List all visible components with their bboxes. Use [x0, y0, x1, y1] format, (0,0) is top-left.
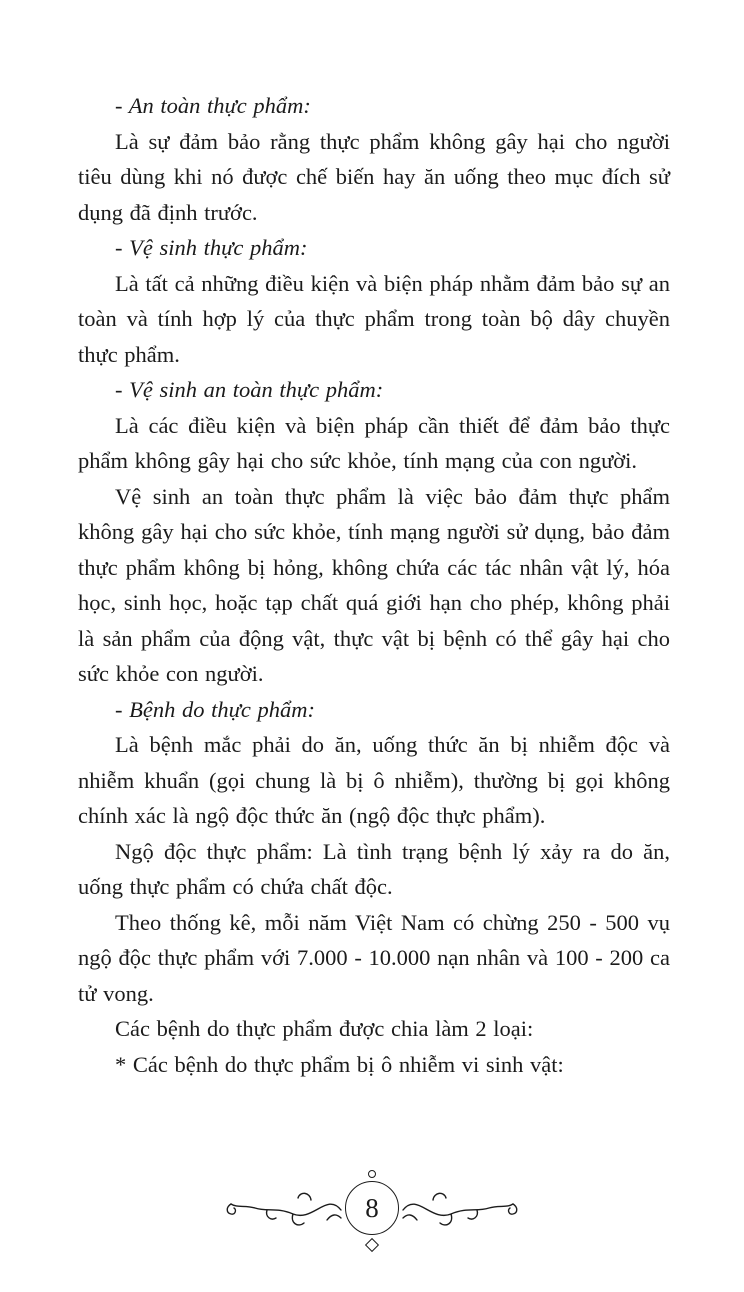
- section-heading: - Bệnh do thực phẩm:: [115, 696, 315, 722]
- page-number: 8: [365, 1192, 379, 1223]
- paragraph: Là tất cả những điều kiện và biện pháp nhằm đảm bảo sự an toàn và tính hợp lý của thực phẩm trong toàn bộ dây chuyền thực phẩm.: [78, 270, 670, 367]
- page-content: [78, 88, 670, 1082]
- paragraph: Vệ sinh an toàn thực phẩm là việc bảo đảm thực phẩm không gây hại cho sức khỏe, tính mạng người sử dụng, bảo đảm thực phẩm không bị hỏng, không chứa các tác nhân vật lý, hóa học, sinh học, hoặc tạp chất quá giới hạn cho phép, không phải là sản phẩm của động vật, thực vật bị bệnh có thể gây hại cho sức khỏe con người.: [78, 483, 670, 686]
- section-heading: - An toàn thực phẩm:: [115, 93, 311, 118]
- page-footer: [0, 1176, 744, 1240]
- ornament-flourish-left-icon: [223, 1176, 343, 1240]
- paragraph: Theo thống kê, mỗi năm Việt Nam có chừng 250 - 500 vụ ngộ độc thực phẩm với 7.000 - 10.000 nạn nhân và 100 - 200 ca tử vong.: [78, 909, 670, 1006]
- paragraph: Ngộ độc thực phẩm: Là tình trạng bệnh lý xảy ra do ăn, uống thực phẩm có chứa chất độc.: [78, 838, 670, 899]
- section-heading: - Vệ sinh an toàn thực phẩm:: [115, 377, 384, 402]
- section-heading: - Vệ sinh thực phẩm:: [115, 235, 308, 260]
- paragraph: * Các bệnh do thực phẩm bị ô nhiễm vi sinh vật:: [115, 1051, 564, 1077]
- paragraph: Là sự đảm bảo rằng thực phẩm không gây hại cho người tiêu dùng khi nó được chế biến hay ăn uống theo mục đích sử dụng đã định trước.: [78, 128, 670, 225]
- paragraph: Các bệnh do thực phẩm được chia làm 2 loại:: [115, 1016, 534, 1041]
- paragraph: Là các điều kiện và biện pháp cần thiết để đảm bảo thực phẩm không gây hại cho sức khỏe, tính mạng của con người.: [78, 412, 670, 473]
- ornament-flourish-right-icon: [401, 1176, 521, 1240]
- paragraph: Là bệnh mắc phải do ăn, uống thức ăn bị nhiễm độc và nhiễm khuẩn (gọi chung là bị ô nhiễm), thường bị gọi không chính xác là ngộ độc thức ăn (ngộ độc thực phẩm).: [78, 732, 670, 828]
- page-number-circle: [345, 1181, 399, 1235]
